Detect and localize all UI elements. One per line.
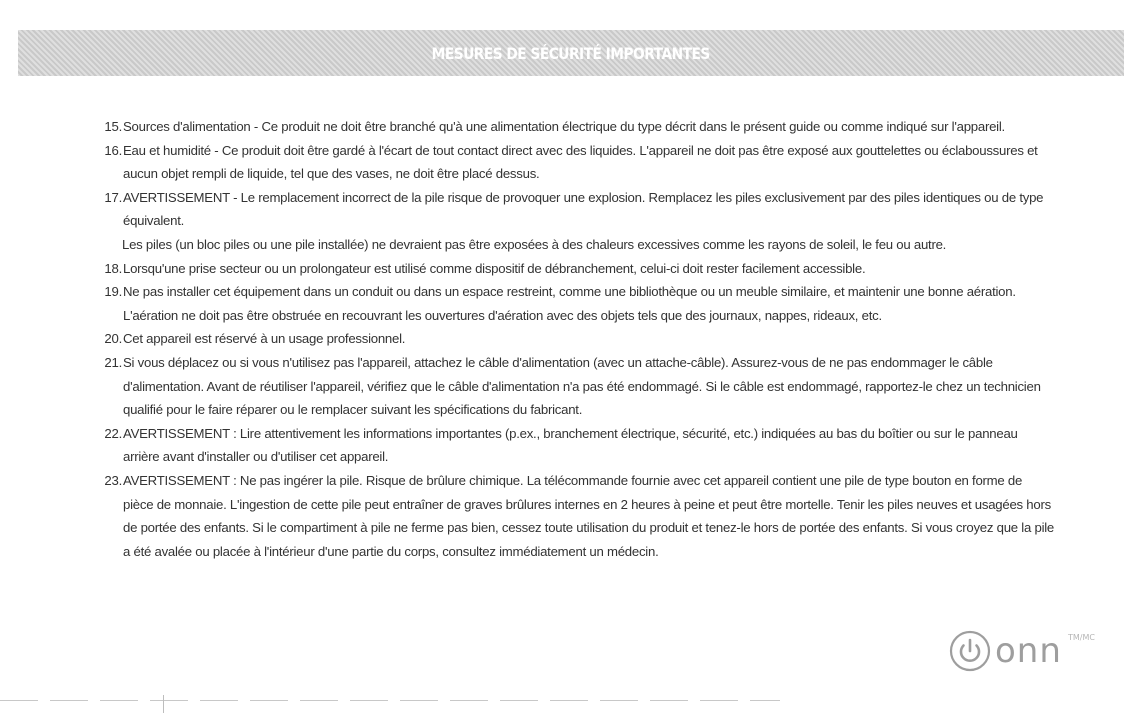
safety-item-23 [84, 469, 1054, 563]
brand-wordmark: onn [995, 631, 1062, 671]
brand-logo [949, 628, 1062, 674]
section-title: MESURES DE SÉCURITÉ IMPORTANTES [431, 43, 711, 63]
item-text: Si vous déplacez ou si vous n'utilisez pas l'appareil, attachez le câble d'alimentation (avec un attache-câble). Assurez-vous de ne pas endommager le câble d'alimentation. Avant de réutiliser l'appareil, vérifiez que le câble d'alimentation n'a pas été endommagé. Si le câble est endommagé, rapportez-le chez un technicien qualifié pour le faire réparer ou le remplacer suivant les spécifications du fabricant. [123, 354, 1041, 418]
safety-list [84, 115, 1054, 563]
bottom-dashed-line [0, 700, 780, 701]
item-number: 19. [104, 284, 122, 300]
item-number: 21. [104, 354, 122, 370]
bottom-tick-mark [163, 695, 164, 713]
item-number: 23. [104, 472, 122, 488]
item-text: AVERTISSEMENT - Le remplacement incorrect de la pile risque de provoquer une explosion. Remplacez les piles exclusivement par des piles identiques ou de type équivalent. [123, 189, 1044, 229]
item-text: Eau et humidité - Ce produit doit être gardé à l'écart de tout contact direct avec des liquides. L'appareil ne doit pas être exposé aux gouttelettes ou éclaboussures et aucun objet rempli de liquide, tel que des vases, ne doit être placé dessus. [123, 142, 1038, 182]
item-number: 16. [104, 142, 122, 158]
safety-item-19 [84, 280, 1054, 327]
item-text: AVERTISSEMENT : Lire attentivement les informations importantes (p.ex., branchement électrique, sécurité, etc.) indiquées au bas du boîtier ou sur le panneau arrière avant d'installer ou d'utiliser cet appareil. [123, 425, 1018, 465]
power-icon [949, 630, 991, 672]
safety-item-20 [84, 327, 1054, 351]
item-number: 18. [104, 260, 122, 276]
item-number: 17. [104, 189, 122, 205]
item-number: 22. [104, 425, 122, 441]
battery-note: Les piles (un bloc piles ou une pile installée) ne devraient pas être exposées à des chaleurs excessives comme les rayons de soleil, le feu ou autre. [122, 236, 947, 252]
safety-item-22 [84, 422, 1054, 469]
item-number: 20. [104, 331, 122, 347]
item-number: 15. [104, 119, 122, 134]
trademark-mark: TM/MC [1068, 633, 1095, 642]
item-text: Sources d'alimentation - Ce produit ne doit être branché qu'à une alimentation électrique du type décrit dans le présent guide ou comme indiqué sur l'appareil. [123, 119, 1005, 134]
section-banner [18, 30, 1124, 76]
safety-item-21 [84, 351, 1054, 422]
safety-item-18 [84, 257, 1054, 281]
safety-item-15 [84, 115, 1054, 139]
item-text: Cet appareil est réservé à un usage professionnel. [123, 331, 406, 347]
item-text: Lorsqu'une prise secteur ou un prolongateur est utilisé comme dispositif de débranchement, celui-ci doit rester facilement accessible. [123, 260, 866, 276]
safety-item-16 [84, 139, 1054, 186]
safety-item-17 [84, 186, 1054, 233]
item-text: Ne pas installer cet équipement dans un conduit ou dans un espace restreint, comme une bibliothèque ou un meuble similaire, et maintenir une bonne aération. L'aération ne doit pas être obstruée en recouvrant les ouvertures d'aération avec des objets tels que des journaux, nappes, rideaux, etc. [123, 284, 1016, 323]
item-text: AVERTISSEMENT : Ne pas ingérer la pile. Risque de brûlure chimique. La télécommande fournie avec cet appareil contient une pile de type bouton en forme de pièce de monnaie. L'ingestion de cette pile peut entraîner de graves brûlures internes en 2 heures à peine et peut être mortelle. Tenir les piles neuves et usagées hors de portée des enfants. Si le compartiment à pile ne ferme pas bien, cessez toute utilisation du produit et tenez-le hors de portée des enfants. Si vous croyez que la pile a été avalée ou placée à l'intérieur d'une partie du corps, consultez immédiatement un médecin. [123, 472, 1055, 559]
